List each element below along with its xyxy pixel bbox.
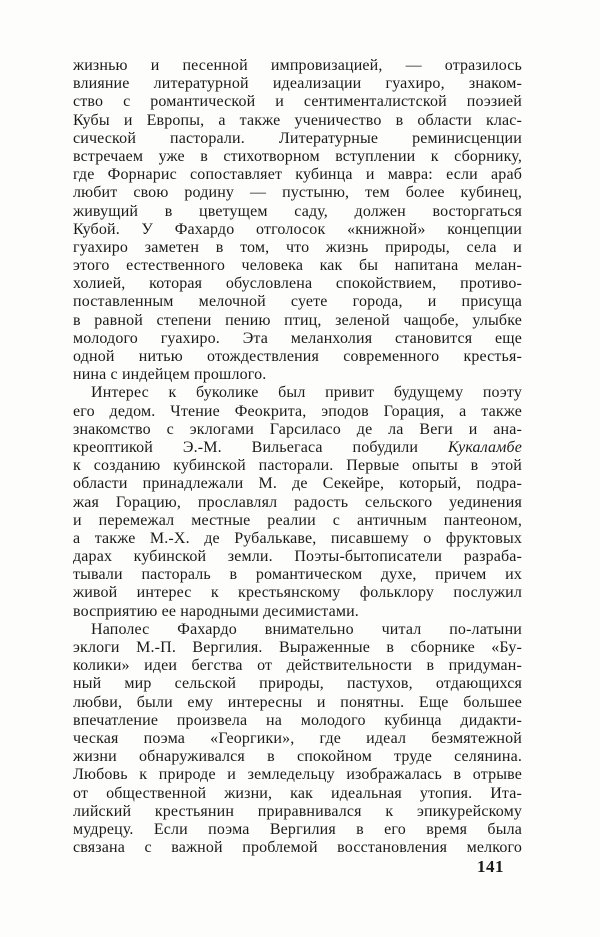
text-line-content: его дедом. Чтение Феокрита, эподов Горация, а также [73,402,522,420]
text-line [73,803,522,821]
text-line-content: влияние литературной идеализации гуахиро, знаком- [73,75,522,93]
text-line [73,93,522,111]
body-text [73,57,522,857]
text-line-content: креоптикой Э.-М. Вильегаса побудили [73,438,448,456]
text-line-content: где Форнарис сопоставляет кубинца и мавра: если араб [73,166,522,184]
text-line [73,494,522,512]
text-line-content: этого естественного человека как бы напитана мелан- [73,257,522,275]
text-line [73,821,522,839]
text-line-content: Наполес Фахардо внимательно читал по-латыни [91,620,522,638]
italic-name: Кукаламбе [447,438,522,456]
text-line [73,603,522,621]
text-line-content: тывали пастораль в романтическом духе, причем их [73,566,522,584]
text-line [73,75,522,93]
text-line-content: встречаем уже в стихотворном вступлении к сборнику, [73,147,522,165]
text-line-content: а также М.-Х. де Рубалькаве, писавшему о фруктовых [73,529,522,547]
text-line [73,57,522,75]
text-line-content: жизнью и песенной импровизацией, — отразилось [73,57,522,74]
text-line [73,184,522,202]
text-line [73,839,522,857]
text-line-content: холией, которая обусловлена спокойствием, противо- [73,275,522,293]
text-line [73,712,522,730]
text-line-content: к созданию кубинской пасторали. Первые опыты в этой [73,457,522,475]
text-line-content: Кубы и Европы, а также ученичество в области клас- [73,111,522,129]
text-line-content: жая Горацию, прославлял радость сельского уединения [73,493,522,511]
text-line [73,548,522,566]
text-line [73,785,522,803]
text-line-content: мудрецу. Если поэма Вергилия в его время была [73,820,522,838]
text-line [73,694,522,712]
text-line [73,221,522,239]
text-line-content: в равной степени пению птиц, зеленой чащобе, улыбке [73,311,522,329]
text-line-content: ческая поэма «Георгики», где идеал безмятежной [73,729,522,747]
text-line [73,639,522,657]
text-line-content: жизни обнаруживался в спокойном труде селянина. [73,748,522,766]
text-line [73,239,522,257]
text-line [73,293,522,311]
text-line [73,675,522,693]
text-line-content: области принадлежали М. де Секейре, который, подра- [73,475,522,493]
text-line [73,475,522,493]
text-line-content: любит свою родину — пустыню, тем более кубинец, [73,184,522,202]
text-line-content: и перемежал местные реалии с античным пантеоном, [73,511,522,529]
text-line [73,766,522,784]
text-line-content: поставленным мелочной суете города, и присуща [73,293,522,311]
text-line-content: колики» идеи бегства от действительности в придуман- [73,657,522,675]
text-line [73,112,522,130]
text-line [73,330,522,348]
text-line-content: Кубой. У Фахардо отголосок «книжной» концепции [73,220,522,238]
text-line [73,130,522,148]
text-line [73,166,522,184]
text-line [73,457,522,475]
text-line [73,584,522,602]
text-line [73,312,522,330]
text-line [73,257,522,275]
text-line [73,657,522,675]
text-line [73,148,522,166]
text-line-content: живущий в цветущем саду, должен восторгаться [73,202,522,220]
text-line [73,403,522,421]
text-line-content: ный мир сельской природы, пастухов, отдающихся [73,675,522,693]
text-line [73,384,522,402]
text-line [73,275,522,293]
text-line [73,748,522,766]
text-line-content: ство с романтической и сентименталистской поэзией [73,93,522,111]
text-line [73,421,522,439]
text-line [73,439,522,457]
text-line-content: одной нитью отождествления современного крестья- [73,348,522,365]
text-line-content: эклоги М.-П. Вергилия. Выраженные в сборнике «Бу- [73,639,522,656]
text-line [73,530,522,548]
text-line-content: живой интерес к крестьянскому фольклору послужил [73,584,522,602]
text-line-content: знакомство с эклогами Гарсиласо де ла Веги и ана- [73,420,522,438]
page-number: 141 [477,857,504,876]
text-line-content: дарах кубинской земли. Поэты-бытописатели разраба- [73,548,522,566]
text-line-content: Интерес к буколике был привит будущему поэту [91,384,522,402]
text-line-content: нина с индейцем прошлого. [73,366,267,384]
text-line-content: сической пасторали. Литературные реминисценции [73,129,522,147]
text-line-content: впечатление произвела на молодого кубинца дидакти- [73,711,522,729]
text-line-content: восприятию ее народными десимистами. [73,602,359,620]
text-line-content: лийский крестьянин приравнивался к эпикурейскому [73,802,522,820]
text-line [73,730,522,748]
text-line [73,621,522,639]
text-line-content: гуахиро заметен в том, что жизнь природы, села и [73,238,522,256]
text-line [73,203,522,221]
text-line-content: Любовь к природе и земледельцу изображалась в отрыве [73,766,522,784]
text-line-content: связана с важной проблемой восстановления мелкого [73,839,522,857]
text-line [73,512,522,530]
text-line-content: любви, были ему интересны и понятны. Еще большее [73,693,522,711]
text-line [73,566,522,584]
text-line [73,348,522,366]
text-line [73,366,522,384]
text-line-content: от общественной жизни, как идеальная утопия. Ита- [73,784,522,802]
text-line-content: молодого гуахиро. Эта меланхолия становится еще [73,329,522,347]
